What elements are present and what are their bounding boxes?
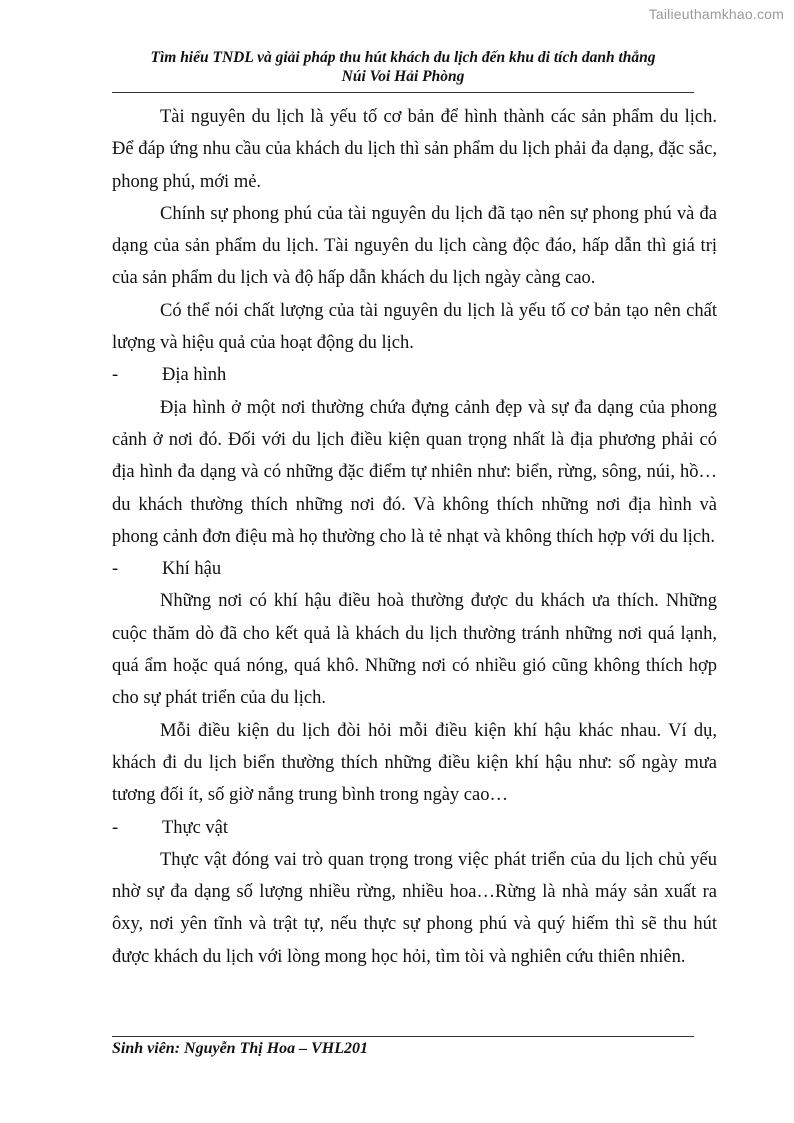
section-heading-label: Thực vật — [162, 817, 229, 838]
section-heading-vegetation — [112, 812, 717, 844]
bullet-dash: - — [112, 365, 119, 386]
header-divider — [112, 92, 694, 93]
header-title-line-1: Tìm hiểu TNDL và giải pháp thu hút khách du lịch đến khu di tích danh thắng — [150, 49, 656, 66]
bullet-dash: - — [112, 559, 119, 580]
document-body — [112, 101, 717, 973]
header-title-line-2: Núi Voi Hải Phòng — [341, 68, 465, 85]
footer-divider — [112, 1036, 694, 1037]
paragraph-6: Mỗi điều kiện du lịch đòi hỏi mỗi điều kiện khí hậu khác nhau. Ví dụ, khách đi du lịch biển thường thích những điều kiện khí hậu như: số ngày mưa tương đối ít, số giờ nắng trung bình trong ngày cao… — [112, 720, 717, 806]
paragraph-7: Thực vật đóng vai trò quan trọng trong việc phát triển của du lịch chủ yếu nhờ sự đa dạng số lượng nhiều rừng, nhiều hoa…Rừng là nhà máy sản xuất ra ôxy, nơi yên tĩnh và trật tự, nếu thực sự phong phú và quý hiếm thì sẽ thu hút được khách du lịch với lòng mong học hỏi, tìm tòi và nghiên cứu thiên nhiên. — [112, 849, 717, 967]
section-heading-climate — [112, 553, 717, 585]
page-footer: Sinh viên: Nguyễn Thị Hoa – VHL201 — [112, 1040, 369, 1057]
bullet-dash: - — [112, 817, 119, 838]
paragraph-4: Địa hình ở một nơi thường chứa đựng cảnh đẹp và sự đa dạng của phong cảnh ở nơi đó. Đối với du lịch điều kiện quan trọng nhất là địa phương phải có địa hình đa dạng và có những đặc điểm tự nhiên như: biển, rừng, sông, núi, hồ…du khách thường thích những nơi đó. Và không thích những nơi địa hình và phong cảnh đơn điệu mà họ thường cho là tẻ nhạt và không thích hợp với du lịch. — [112, 397, 717, 547]
paragraph-1: Tài nguyên du lịch là yếu tố cơ bản để hình thành các sản phẩm du lịch. Để đáp ứng nhu cầu của khách du lịch thì sản phẩm du lịch phải đa dạng, đặc sắc, phong phú, mới mẻ. — [112, 107, 717, 192]
watermark-text: Tailieuthamkhao.com — [648, 6, 784, 22]
section-heading-terrain — [112, 359, 717, 391]
paragraph-3: Có thể nói chất lượng của tài nguyên du lịch là yếu tố cơ bản tạo nên chất lượng và hiệu quả của hoạt động du lịch. — [112, 300, 717, 354]
paragraph-5: Những nơi có khí hậu điều hoà thường được du khách ưa thích. Những cuộc thăm dò đã cho kết quả là khách du lịch thường tránh những nơi quá lạnh, quá ẩm hoặc quá nóng, quá khô. Những nơi có nhiều gió cũng không thích hợp cho sự phát triển của du lịch. — [112, 591, 717, 709]
section-heading-label: Địa hình — [162, 365, 227, 386]
section-heading-label: Khí hậu — [162, 559, 222, 580]
page-header — [112, 48, 694, 86]
paragraph-2: Chính sự phong phú của tài nguyên du lịch đã tạo nên sự phong phú và đa dạng của sản phẩm du lịch. Tài nguyên du lịch càng độc đáo, hấp dẫn thì giá trị của sản phẩm du lịch và độ hấp dẫn khách du lịch ngày càng cao. — [112, 203, 717, 289]
